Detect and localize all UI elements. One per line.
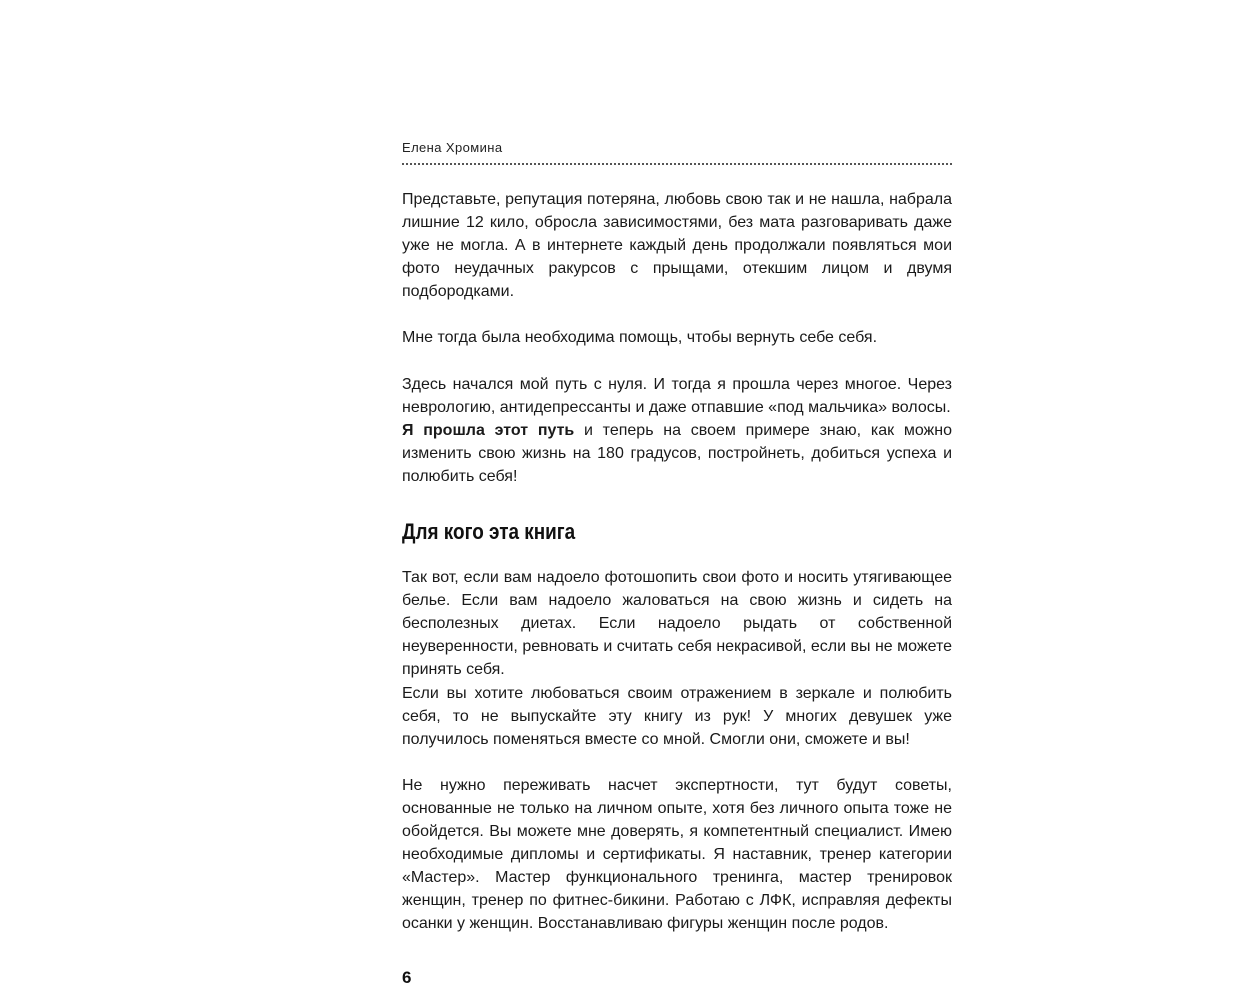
running-header-author: Елена Хромина <box>402 140 503 155</box>
header-dotted-rule <box>402 163 952 165</box>
paragraph-expertise: Не нужно переживать насчет экспертности, тут будут советы, основанные не только на личном опыте, хотя без личного опыта тоже не обойдется. Вы можете мне доверять, я компетентный специалист. Имею необходимые дипломы и сертификаты. Я наставник, тренер категории «Мастер». Мастер функционального тренинга, мастер тренировок женщин, тренер по фитнес-бикини. Работаю с ЛФК, исправляя дефекты осанки у женщин. Восстанавливаю фигуры женщин после родов. <box>402 776 952 933</box>
paragraph-walked-this-path <box>402 419 952 488</box>
paragraph-reputation-lost: Представьте, репутация потеряна, любовь свою так и не нашла, набрала лишние 12 кило, обросла зависимостями, без мата разговаривать даже уже не могла. А в интернете каждый день продолжали появляться мои фото неудачных ракурсов с прыщами, отекшим лицом и двумя подбородками. <box>402 191 952 301</box>
emphasis-walked-this-path: Я прошла этот путь <box>402 421 575 439</box>
book-page <box>402 0 952 1000</box>
paragraph-path-from-zero: Здесь начался мой путь с нуля. И тогда я прошла через многое. Через неврологию, антидепрессанты и даже отпавшие «под мальчика» волосы. <box>402 375 952 416</box>
paragraph-if-you-want: Если вы хотите любоваться своим отражением в зеркале и полюбить себя, то не выпускайте эту книгу из рук! У многих девушек уже получилось поменяться вместе со мной. Смогли они, сможете и вы! <box>402 684 952 748</box>
paragraph-if-you-are-tired: Так вот, если вам надоело фотошопить свои фото и носить утягивающее белье. Если вам надоело жаловаться на свою жизнь и сидеть на бесполезных диетах. Если надоело рыдать от собственной неуверенности, ревновать и считать себя некрасивой, если вы не можете принять себя. <box>402 569 952 679</box>
paragraph-needed-help: Мне тогда была необходима помощь, чтобы вернуть себе себя. <box>402 329 878 347</box>
paragraph-walked-this-path-rest: и теперь на своем примере знаю, как можно изменить свою жизнь на 180 градусов, постройнеть, добиться успеха и полюбить себя! <box>402 421 952 485</box>
page-number: 6 <box>402 968 412 987</box>
section-heading-who-is-this-book-for: Для кого эта книга <box>402 519 576 545</box>
page-body <box>402 188 952 935</box>
